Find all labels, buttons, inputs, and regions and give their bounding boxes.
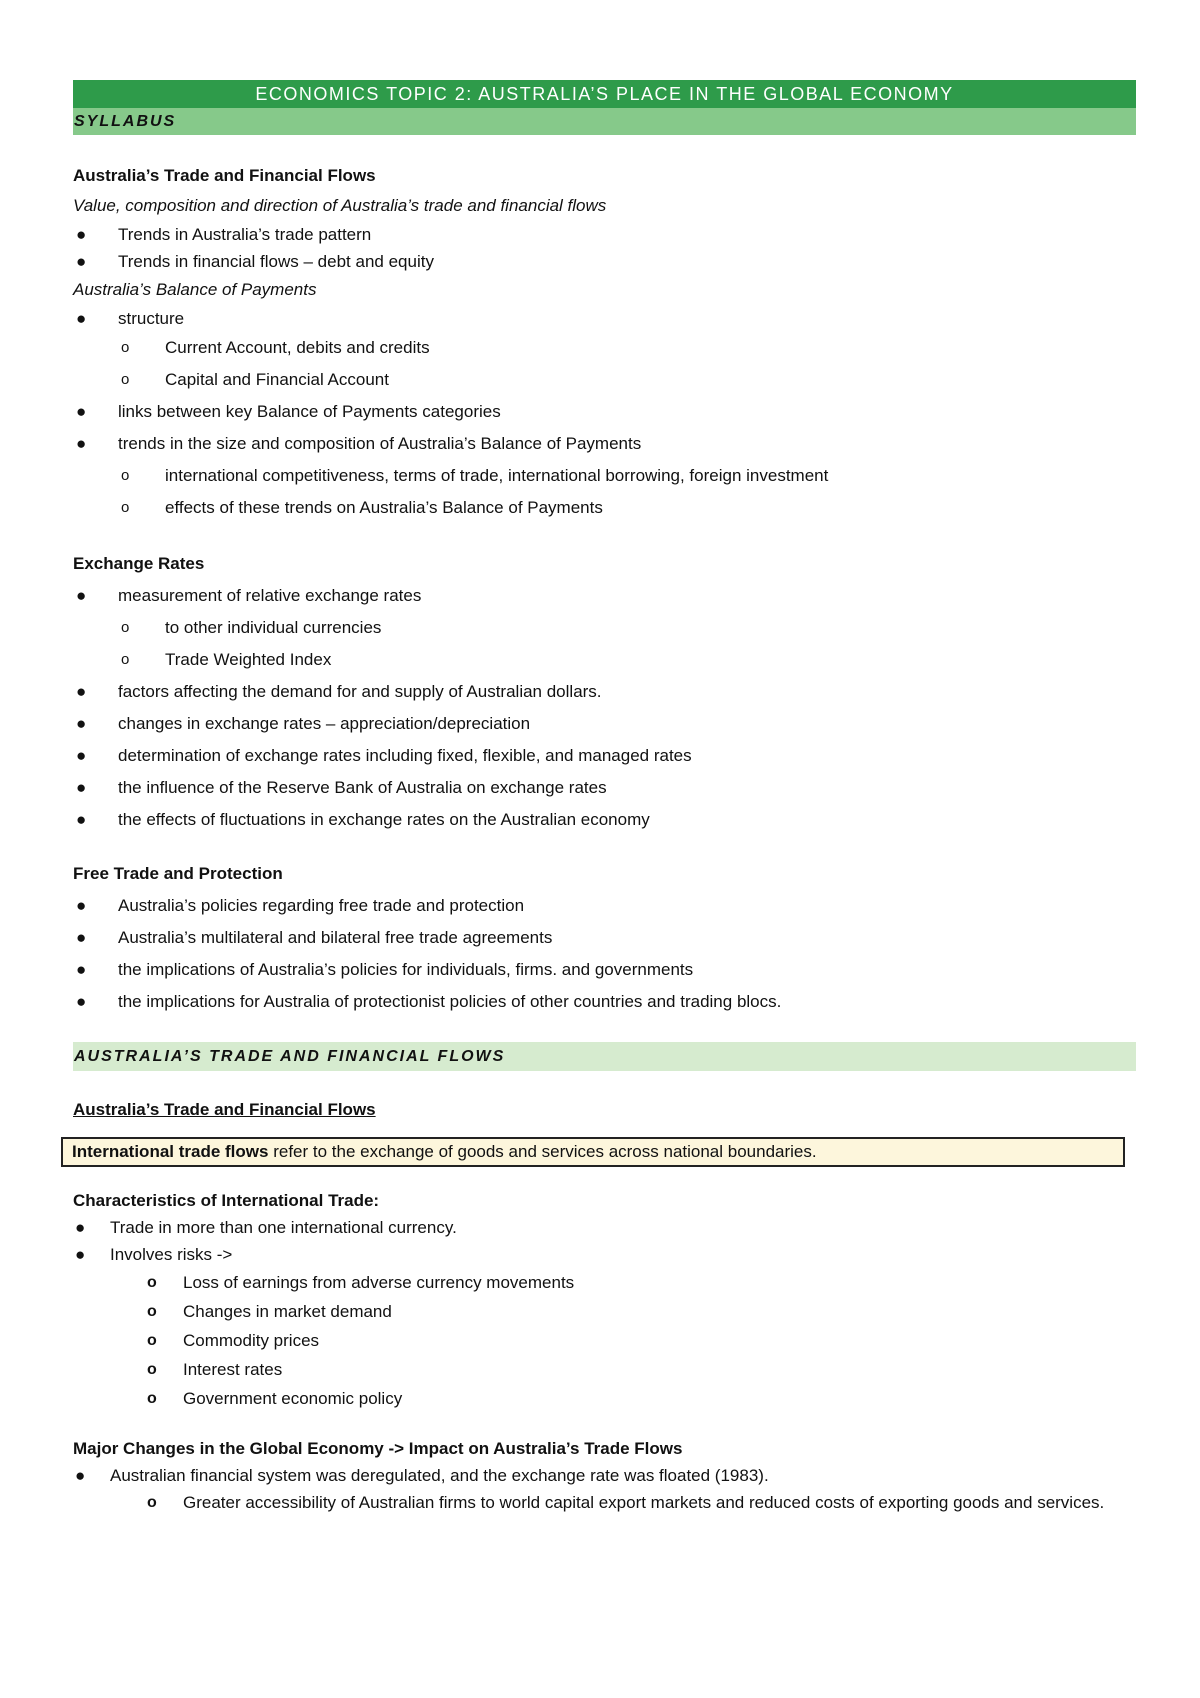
circle-bullet-icon: o: [121, 651, 130, 668]
syllabus-subtitle: Australia’s Balance of Payments: [73, 280, 317, 299]
definition-term: International trade flows: [72, 1142, 269, 1161]
circle-bullet-icon: o: [121, 371, 130, 388]
list-item: ● Australia’s policies regarding free trade and protection: [73, 890, 1136, 922]
list-item: ● the influence of the Reserve Bank of Australia on exchange rates: [73, 772, 1136, 804]
bullet-icon: ●: [76, 309, 87, 328]
list-item: ● structure: [73, 305, 1136, 332]
bullet-icon: ●: [76, 928, 87, 947]
list-item: ● Trends in financial flows – debt and equity: [73, 248, 1136, 275]
list-item: ● changes in exchange rates – appreciation/depreciation: [73, 708, 1136, 740]
syllabus-section-title: Exchange Rates: [73, 554, 205, 573]
list-item: ● measurement of relative exchange rates: [73, 580, 1136, 612]
bullet-icon: ●: [76, 778, 87, 797]
bullet-icon: ●: [76, 225, 87, 244]
list-item: o Interest rates: [73, 1355, 1136, 1384]
list-item: ● factors affecting the demand for and supply of Australian dollars.: [73, 676, 1136, 708]
list-item: ● the implications of Australia’s policies for individuals, firms. and governments: [73, 954, 1136, 986]
bullet-icon: ●: [76, 960, 87, 979]
circle-bullet-icon: o: [121, 619, 130, 636]
list-item: o Changes in market demand: [73, 1297, 1136, 1326]
syllabus-section-title: Free Trade and Protection: [73, 864, 283, 883]
document-title: ECONOMICS TOPIC 2: AUSTRALIA’S PLACE IN THE GLOBAL ECONOMY: [73, 80, 1136, 108]
section-heading: AUSTRALIA’S TRADE AND FINANCIAL FLOWS: [73, 1042, 1136, 1071]
syllabus-heading: SYLLABUS: [73, 108, 1136, 135]
circle-bullet-icon: o: [147, 1274, 157, 1291]
bullet-icon: ●: [75, 1245, 86, 1264]
circle-bullet-icon: o: [121, 339, 130, 356]
bullet-icon: ●: [76, 896, 87, 915]
syllabus-section-title: Australia’s Trade and Financial Flows: [73, 166, 376, 185]
list-item: o to other individual currencies: [73, 612, 1136, 644]
list-item: ● trends in the size and composition of Australia’s Balance of Payments: [73, 428, 1136, 460]
list-item: ● determination of exchange rates including fixed, flexible, and managed rates: [73, 740, 1136, 772]
definition-box: [61, 1137, 1125, 1167]
subheading: Australia’s Trade and Financial Flows: [73, 1100, 376, 1119]
bullet-icon: ●: [76, 810, 87, 829]
list-item: ● Australia’s multilateral and bilateral free trade agreements: [73, 922, 1136, 954]
bullet-icon: ●: [75, 1218, 86, 1237]
circle-bullet-icon: o: [121, 467, 130, 484]
list-item: o Capital and Financial Account: [73, 364, 1136, 396]
list-item: o Greater accessibility of Australian firms to world capital export markets and reduced costs of exporting goods and services.: [73, 1489, 1143, 1517]
definition-text: refer to the exchange of goods and services across national boundaries.: [268, 1142, 817, 1161]
bullet-icon: ●: [76, 252, 87, 271]
list-item: ● Involves risks ->: [73, 1241, 1136, 1268]
list-item: o Government economic policy: [73, 1384, 1136, 1413]
subheading: Major Changes in the Global Economy -> Impact on Australia’s Trade Flows: [73, 1439, 683, 1458]
bullet-icon: ●: [76, 746, 87, 765]
list-item: o Loss of earnings from adverse currency movements: [73, 1268, 1136, 1297]
circle-bullet-icon: o: [147, 1494, 157, 1511]
bullet-icon: ●: [76, 402, 87, 421]
bullet-icon: ●: [76, 434, 87, 453]
list-item: ● the implications for Australia of protectionist policies of other countries and trading blocs.: [73, 986, 1136, 1018]
bullet-icon: ●: [76, 586, 87, 605]
circle-bullet-icon: o: [147, 1332, 157, 1349]
bullet-icon: ●: [76, 714, 87, 733]
syllabus-subtitle: Value, composition and direction of Australia’s trade and financial flows: [73, 196, 607, 215]
list-item: o effects of these trends on Australia’s Balance of Payments: [73, 492, 1136, 524]
bullet-icon: ●: [76, 682, 87, 701]
list-item: ● Trends in Australia’s trade pattern: [73, 221, 1136, 248]
list-item: ● Australian financial system was deregulated, and the exchange rate was floated (1983).: [73, 1462, 1136, 1489]
list-item: ● the effects of fluctuations in exchange rates on the Australian economy: [73, 804, 1136, 836]
circle-bullet-icon: o: [121, 499, 130, 516]
bullet-icon: ●: [75, 1466, 86, 1485]
list-item: ● Trade in more than one international currency.: [73, 1214, 1136, 1241]
list-item: ● links between key Balance of Payments categories: [73, 396, 1136, 428]
list-item: o international competitiveness, terms of trade, international borrowing, foreign investment: [73, 460, 1136, 492]
circle-bullet-icon: o: [147, 1361, 157, 1378]
list-item: o Current Account, debits and credits: [73, 332, 1136, 364]
document-page: [73, 80, 1136, 1517]
list-item: o Commodity prices: [73, 1326, 1136, 1355]
circle-bullet-icon: o: [147, 1390, 157, 1407]
circle-bullet-icon: o: [147, 1303, 157, 1320]
list-item: o Trade Weighted Index: [73, 644, 1136, 676]
bullet-icon: ●: [76, 992, 87, 1011]
subheading: Characteristics of International Trade:: [73, 1191, 380, 1210]
